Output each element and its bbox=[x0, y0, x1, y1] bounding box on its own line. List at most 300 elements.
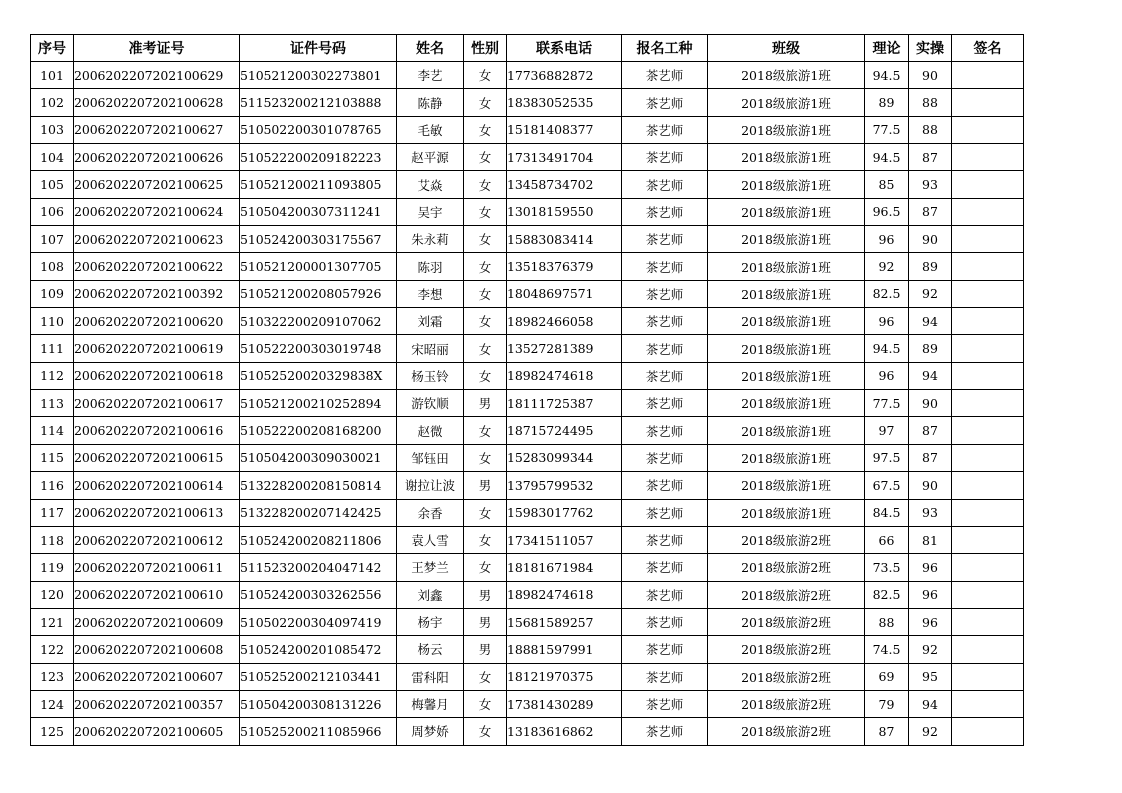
cell-signature bbox=[952, 253, 1024, 280]
table-row bbox=[31, 663, 1024, 690]
cell-gender: 女 bbox=[464, 690, 507, 717]
header-phone: 联系电话 bbox=[507, 35, 622, 62]
cell-gender: 女 bbox=[464, 89, 507, 116]
cell-phone: 17313491704 bbox=[507, 144, 622, 171]
cell-practice-score: 94 bbox=[909, 690, 952, 717]
cell-phone: 15883083414 bbox=[507, 226, 622, 253]
cell-signature bbox=[952, 308, 1024, 335]
cell-job: 茶艺师 bbox=[622, 116, 708, 143]
table-row bbox=[31, 362, 1024, 389]
cell-class: 2018级旅游2班 bbox=[708, 636, 865, 663]
cell-name: 陈羽 bbox=[397, 253, 464, 280]
cell-class: 2018级旅游2班 bbox=[708, 554, 865, 581]
cell-name: 王梦兰 bbox=[397, 554, 464, 581]
cell-name: 周梦娇 bbox=[397, 718, 464, 745]
header-job: 报名工种 bbox=[622, 35, 708, 62]
cell-gender: 女 bbox=[464, 198, 507, 225]
cell-signature bbox=[952, 581, 1024, 608]
cell-seq: 125 bbox=[31, 718, 74, 745]
cell-phone: 18121970375 bbox=[507, 663, 622, 690]
cell-exam-no: 2006202207202100625 bbox=[74, 171, 240, 198]
cell-phone: 18982474618 bbox=[507, 581, 622, 608]
cell-name: 朱永莉 bbox=[397, 226, 464, 253]
cell-class: 2018级旅游1班 bbox=[708, 89, 865, 116]
cell-class: 2018级旅游2班 bbox=[708, 690, 865, 717]
cell-theory-score: 88 bbox=[865, 608, 909, 635]
cell-practice-score: 89 bbox=[909, 335, 952, 362]
cell-gender: 女 bbox=[464, 144, 507, 171]
cell-signature bbox=[952, 335, 1024, 362]
header-row bbox=[31, 35, 1024, 62]
table-row bbox=[31, 144, 1024, 171]
cell-seq: 113 bbox=[31, 390, 74, 417]
cell-practice-score: 88 bbox=[909, 116, 952, 143]
cell-exam-no: 2006202207202100607 bbox=[74, 663, 240, 690]
cell-id-no: 510504200309030021 bbox=[240, 444, 397, 471]
cell-theory-score: 66 bbox=[865, 526, 909, 553]
header-exam-no: 准考证号 bbox=[74, 35, 240, 62]
cell-practice-score: 90 bbox=[909, 390, 952, 417]
cell-job: 茶艺师 bbox=[622, 335, 708, 362]
cell-signature bbox=[952, 636, 1024, 663]
cell-seq: 101 bbox=[31, 62, 74, 89]
cell-phone: 18383052535 bbox=[507, 89, 622, 116]
table-row bbox=[31, 636, 1024, 663]
cell-gender: 女 bbox=[464, 362, 507, 389]
cell-practice-score: 90 bbox=[909, 472, 952, 499]
cell-practice-score: 92 bbox=[909, 280, 952, 307]
cell-seq: 105 bbox=[31, 171, 74, 198]
cell-theory-score: 92 bbox=[865, 253, 909, 280]
cell-class: 2018级旅游2班 bbox=[708, 663, 865, 690]
cell-seq: 116 bbox=[31, 472, 74, 499]
cell-phone: 18181671984 bbox=[507, 554, 622, 581]
cell-id-no: 510522200209182223 bbox=[240, 144, 397, 171]
cell-theory-score: 94.5 bbox=[865, 62, 909, 89]
cell-phone: 13518376379 bbox=[507, 253, 622, 280]
cell-seq: 111 bbox=[31, 335, 74, 362]
cell-job: 茶艺师 bbox=[622, 499, 708, 526]
cell-name: 雷科阳 bbox=[397, 663, 464, 690]
cell-class: 2018级旅游1班 bbox=[708, 171, 865, 198]
table-row bbox=[31, 253, 1024, 280]
cell-class: 2018级旅游1班 bbox=[708, 390, 865, 417]
cell-gender: 女 bbox=[464, 62, 507, 89]
cell-exam-no: 2006202207202100629 bbox=[74, 62, 240, 89]
cell-theory-score: 96.5 bbox=[865, 198, 909, 225]
cell-theory-score: 87 bbox=[865, 718, 909, 745]
cell-gender: 女 bbox=[464, 554, 507, 581]
cell-theory-score: 89 bbox=[865, 89, 909, 116]
cell-theory-score: 82.5 bbox=[865, 280, 909, 307]
cell-theory-score: 77.5 bbox=[865, 390, 909, 417]
cell-seq: 119 bbox=[31, 554, 74, 581]
cell-phone: 13458734702 bbox=[507, 171, 622, 198]
table-row bbox=[31, 226, 1024, 253]
cell-id-no: 510522200303019748 bbox=[240, 335, 397, 362]
cell-job: 茶艺师 bbox=[622, 417, 708, 444]
cell-id-no: 510525200211085966 bbox=[240, 718, 397, 745]
cell-class: 2018级旅游1班 bbox=[708, 62, 865, 89]
cell-class: 2018级旅游2班 bbox=[708, 718, 865, 745]
cell-signature bbox=[952, 499, 1024, 526]
cell-theory-score: 74.5 bbox=[865, 636, 909, 663]
cell-name: 邹钰田 bbox=[397, 444, 464, 471]
cell-job: 茶艺师 bbox=[622, 663, 708, 690]
cell-exam-no: 2006202207202100610 bbox=[74, 581, 240, 608]
header-theory: 理论 bbox=[865, 35, 909, 62]
cell-theory-score: 67.5 bbox=[865, 472, 909, 499]
cell-exam-no: 2006202207202100612 bbox=[74, 526, 240, 553]
table-row bbox=[31, 390, 1024, 417]
cell-gender: 女 bbox=[464, 253, 507, 280]
cell-id-no: 510521200210252894 bbox=[240, 390, 397, 417]
cell-class: 2018级旅游2班 bbox=[708, 526, 865, 553]
cell-theory-score: 96 bbox=[865, 226, 909, 253]
cell-seq: 107 bbox=[31, 226, 74, 253]
cell-name: 刘鑫 bbox=[397, 581, 464, 608]
cell-name: 谢拉让波 bbox=[397, 472, 464, 499]
cell-practice-score: 94 bbox=[909, 362, 952, 389]
cell-id-no: 511523200212103888 bbox=[240, 89, 397, 116]
cell-signature bbox=[952, 608, 1024, 635]
cell-exam-no: 2006202207202100392 bbox=[74, 280, 240, 307]
cell-class: 2018级旅游1班 bbox=[708, 362, 865, 389]
cell-id-no: 510521200001307705 bbox=[240, 253, 397, 280]
header-class: 班级 bbox=[708, 35, 865, 62]
cell-seq: 117 bbox=[31, 499, 74, 526]
cell-practice-score: 96 bbox=[909, 554, 952, 581]
cell-class: 2018级旅游1班 bbox=[708, 417, 865, 444]
cell-class: 2018级旅游1班 bbox=[708, 253, 865, 280]
cell-exam-no: 2006202207202100613 bbox=[74, 499, 240, 526]
cell-phone: 18982474618 bbox=[507, 362, 622, 389]
cell-name: 刘霜 bbox=[397, 308, 464, 335]
cell-job: 茶艺师 bbox=[622, 226, 708, 253]
table-row bbox=[31, 526, 1024, 553]
header-name: 姓名 bbox=[397, 35, 464, 62]
cell-job: 茶艺师 bbox=[622, 62, 708, 89]
cell-exam-no: 2006202207202100622 bbox=[74, 253, 240, 280]
cell-class: 2018级旅游1班 bbox=[708, 308, 865, 335]
cell-gender: 男 bbox=[464, 581, 507, 608]
cell-signature bbox=[952, 444, 1024, 471]
table-row bbox=[31, 116, 1024, 143]
cell-signature bbox=[952, 362, 1024, 389]
header-practice: 实操 bbox=[909, 35, 952, 62]
table-row bbox=[31, 444, 1024, 471]
cell-phone: 17736882872 bbox=[507, 62, 622, 89]
cell-job: 茶艺师 bbox=[622, 608, 708, 635]
cell-practice-score: 88 bbox=[909, 89, 952, 116]
cell-exam-no: 2006202207202100627 bbox=[74, 116, 240, 143]
cell-phone: 18982466058 bbox=[507, 308, 622, 335]
cell-exam-no: 2006202207202100620 bbox=[74, 308, 240, 335]
cell-exam-no: 2006202207202100614 bbox=[74, 472, 240, 499]
cell-gender: 女 bbox=[464, 171, 507, 198]
cell-seq: 110 bbox=[31, 308, 74, 335]
cell-phone: 13018159550 bbox=[507, 198, 622, 225]
cell-gender: 女 bbox=[464, 526, 507, 553]
cell-phone: 13527281389 bbox=[507, 335, 622, 362]
cell-phone: 18881597991 bbox=[507, 636, 622, 663]
cell-practice-score: 93 bbox=[909, 499, 952, 526]
cell-practice-score: 96 bbox=[909, 608, 952, 635]
cell-name: 游钦顺 bbox=[397, 390, 464, 417]
cell-job: 茶艺师 bbox=[622, 280, 708, 307]
cell-signature bbox=[952, 198, 1024, 225]
cell-job: 茶艺师 bbox=[622, 390, 708, 417]
cell-id-no: 510521200208057926 bbox=[240, 280, 397, 307]
cell-gender: 男 bbox=[464, 636, 507, 663]
cell-job: 茶艺师 bbox=[622, 171, 708, 198]
cell-practice-score: 87 bbox=[909, 444, 952, 471]
cell-gender: 男 bbox=[464, 390, 507, 417]
cell-job: 茶艺师 bbox=[622, 690, 708, 717]
cell-seq: 103 bbox=[31, 116, 74, 143]
cell-seq: 123 bbox=[31, 663, 74, 690]
cell-class: 2018级旅游1班 bbox=[708, 226, 865, 253]
cell-gender: 女 bbox=[464, 116, 507, 143]
cell-name: 李想 bbox=[397, 280, 464, 307]
table-row bbox=[31, 62, 1024, 89]
cell-practice-score: 93 bbox=[909, 171, 952, 198]
cell-job: 茶艺师 bbox=[622, 89, 708, 116]
cell-job: 茶艺师 bbox=[622, 308, 708, 335]
cell-theory-score: 79 bbox=[865, 690, 909, 717]
cell-id-no: 510502200301078765 bbox=[240, 116, 397, 143]
table-row bbox=[31, 280, 1024, 307]
cell-gender: 男 bbox=[464, 472, 507, 499]
cell-id-no: 510521200211093805 bbox=[240, 171, 397, 198]
cell-seq: 120 bbox=[31, 581, 74, 608]
cell-signature bbox=[952, 280, 1024, 307]
cell-theory-score: 94.5 bbox=[865, 335, 909, 362]
cell-practice-score: 87 bbox=[909, 144, 952, 171]
cell-practice-score: 87 bbox=[909, 417, 952, 444]
cell-phone: 15681589257 bbox=[507, 608, 622, 635]
table-row bbox=[31, 89, 1024, 116]
cell-class: 2018级旅游1班 bbox=[708, 116, 865, 143]
cell-exam-no: 2006202207202100617 bbox=[74, 390, 240, 417]
cell-id-no: 510502200304097419 bbox=[240, 608, 397, 635]
cell-theory-score: 84.5 bbox=[865, 499, 909, 526]
cell-practice-score: 87 bbox=[909, 198, 952, 225]
cell-theory-score: 69 bbox=[865, 663, 909, 690]
cell-id-no: 510524200201085472 bbox=[240, 636, 397, 663]
cell-phone: 15283099344 bbox=[507, 444, 622, 471]
cell-exam-no: 2006202207202100618 bbox=[74, 362, 240, 389]
cell-signature bbox=[952, 89, 1024, 116]
cell-seq: 112 bbox=[31, 362, 74, 389]
cell-job: 茶艺师 bbox=[622, 362, 708, 389]
cell-id-no: 513228200208150814 bbox=[240, 472, 397, 499]
cell-signature bbox=[952, 554, 1024, 581]
table-row bbox=[31, 472, 1024, 499]
cell-name: 吴宇 bbox=[397, 198, 464, 225]
cell-gender: 女 bbox=[464, 499, 507, 526]
cell-id-no: 510525200212103441 bbox=[240, 663, 397, 690]
cell-theory-score: 77.5 bbox=[865, 116, 909, 143]
cell-exam-no: 2006202207202100626 bbox=[74, 144, 240, 171]
cell-gender: 女 bbox=[464, 718, 507, 745]
cell-seq: 106 bbox=[31, 198, 74, 225]
cell-practice-score: 94 bbox=[909, 308, 952, 335]
table-row bbox=[31, 335, 1024, 362]
cell-theory-score: 85 bbox=[865, 171, 909, 198]
cell-phone: 17341511057 bbox=[507, 526, 622, 553]
cell-name: 袁人雪 bbox=[397, 526, 464, 553]
cell-seq: 109 bbox=[31, 280, 74, 307]
table-row bbox=[31, 608, 1024, 635]
cell-name: 李艺 bbox=[397, 62, 464, 89]
table-row bbox=[31, 417, 1024, 444]
cell-exam-no: 2006202207202100619 bbox=[74, 335, 240, 362]
cell-job: 茶艺师 bbox=[622, 554, 708, 581]
cell-theory-score: 96 bbox=[865, 308, 909, 335]
cell-phone: 13183616862 bbox=[507, 718, 622, 745]
cell-name: 陈静 bbox=[397, 89, 464, 116]
cell-practice-score: 95 bbox=[909, 663, 952, 690]
cell-gender: 女 bbox=[464, 308, 507, 335]
cell-gender: 男 bbox=[464, 608, 507, 635]
cell-theory-score: 96 bbox=[865, 362, 909, 389]
cell-exam-no: 2006202207202100609 bbox=[74, 608, 240, 635]
cell-id-no: 510524200303175567 bbox=[240, 226, 397, 253]
cell-phone: 15983017762 bbox=[507, 499, 622, 526]
cell-exam-no: 2006202207202100624 bbox=[74, 198, 240, 225]
cell-name: 宋昭丽 bbox=[397, 335, 464, 362]
cell-signature bbox=[952, 390, 1024, 417]
table-row bbox=[31, 718, 1024, 745]
cell-seq: 118 bbox=[31, 526, 74, 553]
cell-job: 茶艺师 bbox=[622, 253, 708, 280]
cell-exam-no: 2006202207202100616 bbox=[74, 417, 240, 444]
cell-job: 茶艺师 bbox=[622, 581, 708, 608]
cell-job: 茶艺师 bbox=[622, 444, 708, 471]
cell-seq: 108 bbox=[31, 253, 74, 280]
cell-name: 杨玉铃 bbox=[397, 362, 464, 389]
cell-class: 2018级旅游2班 bbox=[708, 581, 865, 608]
cell-seq: 102 bbox=[31, 89, 74, 116]
cell-id-no: 510521200302273801 bbox=[240, 62, 397, 89]
cell-job: 茶艺师 bbox=[622, 472, 708, 499]
cell-exam-no: 2006202207202100628 bbox=[74, 89, 240, 116]
cell-name: 毛敏 bbox=[397, 116, 464, 143]
cell-id-no: 51052520020329838X bbox=[240, 362, 397, 389]
header-sign: 签名 bbox=[952, 35, 1024, 62]
cell-signature bbox=[952, 417, 1024, 444]
cell-practice-score: 92 bbox=[909, 636, 952, 663]
cell-name: 艾焱 bbox=[397, 171, 464, 198]
cell-signature bbox=[952, 690, 1024, 717]
cell-gender: 女 bbox=[464, 226, 507, 253]
cell-id-no: 510524200303262556 bbox=[240, 581, 397, 608]
cell-id-no: 513228200207142425 bbox=[240, 499, 397, 526]
cell-seq: 121 bbox=[31, 608, 74, 635]
table-row bbox=[31, 554, 1024, 581]
cell-class: 2018级旅游1班 bbox=[708, 144, 865, 171]
cell-id-no: 510504200308131226 bbox=[240, 690, 397, 717]
cell-gender: 女 bbox=[464, 417, 507, 444]
cell-class: 2018级旅游2班 bbox=[708, 608, 865, 635]
table-row bbox=[31, 308, 1024, 335]
cell-name: 杨宇 bbox=[397, 608, 464, 635]
cell-id-no: 510504200307311241 bbox=[240, 198, 397, 225]
cell-seq: 104 bbox=[31, 144, 74, 171]
cell-signature bbox=[952, 171, 1024, 198]
cell-practice-score: 90 bbox=[909, 226, 952, 253]
header-id-no: 证件号码 bbox=[240, 35, 397, 62]
cell-class: 2018级旅游1班 bbox=[708, 499, 865, 526]
cell-gender: 女 bbox=[464, 280, 507, 307]
cell-seq: 114 bbox=[31, 417, 74, 444]
cell-class: 2018级旅游1班 bbox=[708, 444, 865, 471]
cell-signature bbox=[952, 144, 1024, 171]
cell-job: 茶艺师 bbox=[622, 526, 708, 553]
cell-theory-score: 97.5 bbox=[865, 444, 909, 471]
table-row bbox=[31, 581, 1024, 608]
cell-exam-no: 2006202207202100608 bbox=[74, 636, 240, 663]
cell-theory-score: 94.5 bbox=[865, 144, 909, 171]
cell-theory-score: 73.5 bbox=[865, 554, 909, 581]
cell-exam-no: 2006202207202100623 bbox=[74, 226, 240, 253]
cell-signature bbox=[952, 663, 1024, 690]
table-row bbox=[31, 171, 1024, 198]
cell-signature bbox=[952, 472, 1024, 499]
cell-name: 赵微 bbox=[397, 417, 464, 444]
cell-seq: 122 bbox=[31, 636, 74, 663]
cell-name: 杨云 bbox=[397, 636, 464, 663]
cell-class: 2018级旅游1班 bbox=[708, 280, 865, 307]
header-seq: 序号 bbox=[31, 35, 74, 62]
cell-job: 茶艺师 bbox=[622, 144, 708, 171]
cell-practice-score: 89 bbox=[909, 253, 952, 280]
cell-id-no: 510322200209107062 bbox=[240, 308, 397, 335]
cell-class: 2018级旅游1班 bbox=[708, 335, 865, 362]
cell-signature bbox=[952, 526, 1024, 553]
cell-exam-no: 2006202207202100615 bbox=[74, 444, 240, 471]
cell-job: 茶艺师 bbox=[622, 198, 708, 225]
cell-practice-score: 90 bbox=[909, 62, 952, 89]
cell-phone: 18715724495 bbox=[507, 417, 622, 444]
cell-id-no: 511523200204047142 bbox=[240, 554, 397, 581]
header-gender: 性别 bbox=[464, 35, 507, 62]
cell-name: 梅馨月 bbox=[397, 690, 464, 717]
cell-job: 茶艺师 bbox=[622, 636, 708, 663]
cell-name: 余香 bbox=[397, 499, 464, 526]
cell-signature bbox=[952, 116, 1024, 143]
cell-job: 茶艺师 bbox=[622, 718, 708, 745]
cell-name: 赵平源 bbox=[397, 144, 464, 171]
cell-theory-score: 97 bbox=[865, 417, 909, 444]
cell-practice-score: 81 bbox=[909, 526, 952, 553]
cell-id-no: 510524200208211806 bbox=[240, 526, 397, 553]
cell-phone: 18111725387 bbox=[507, 390, 622, 417]
roster-table bbox=[30, 34, 1024, 746]
cell-exam-no: 2006202207202100357 bbox=[74, 690, 240, 717]
cell-gender: 女 bbox=[464, 444, 507, 471]
cell-phone: 18048697571 bbox=[507, 280, 622, 307]
cell-class: 2018级旅游1班 bbox=[708, 198, 865, 225]
cell-phone: 13795799532 bbox=[507, 472, 622, 499]
cell-signature bbox=[952, 718, 1024, 745]
table-body bbox=[31, 62, 1024, 746]
cell-practice-score: 92 bbox=[909, 718, 952, 745]
table-row bbox=[31, 499, 1024, 526]
cell-gender: 女 bbox=[464, 335, 507, 362]
cell-theory-score: 82.5 bbox=[865, 581, 909, 608]
